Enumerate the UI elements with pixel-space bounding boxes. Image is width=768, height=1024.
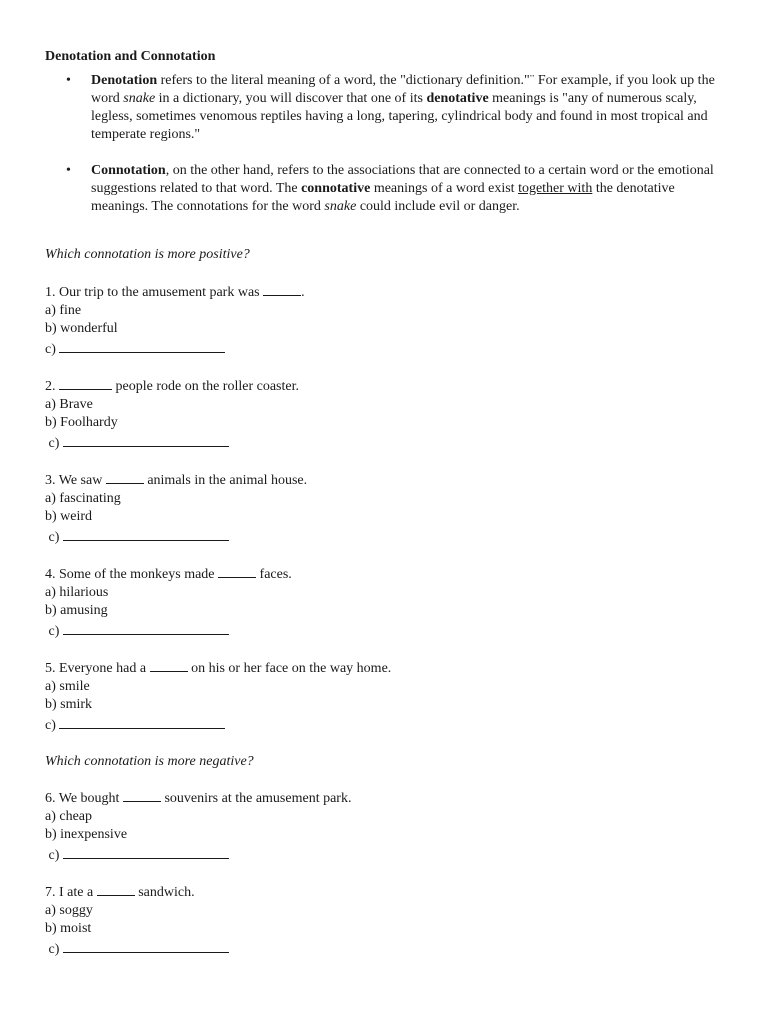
option-a: a) cheap [45,809,93,824]
option-c: c) [45,526,725,547]
write-in-line [63,432,229,447]
option-a: a) fine [45,303,82,318]
answer-blank [218,564,256,578]
option-b: b) weird [45,509,93,524]
write-in-line [63,844,229,859]
option-b: b) wonderful [45,321,118,336]
question-prompt: 4. Some of the monkeys made faces. [45,564,725,584]
question-prompt: 3. We saw animals in the animal house. [45,470,725,490]
definition-denotation: • Denotation refers to the literal meaning of a word, the "dictionary definition."¨ For example, if you look up the word snake in a dictionary, you will discover that one of its denotative meanings is "any of numerous scaly, legless, sometimes venomous reptiles having a long, tapering, cylindrical body and found in most tropical and temperate regions." [66,73,715,142]
worksheet-page [45,48,725,959]
question-3 [45,470,725,547]
question-7 [45,882,725,959]
option-a: a) hilarious [45,585,109,600]
option-c: c) [45,620,725,641]
answer-blank [263,282,301,296]
write-in-line [63,938,229,953]
write-in-line [63,526,229,541]
definition-connotation: • Connotation, on the other hand, refers to the associations that are connected to a certain word or the emotional suggestions related to that word. The connotative meanings of a word exist together with the denotative meanings. The connotations for the word snake could include evil or danger. [66,163,714,214]
question-2 [45,376,725,453]
option-b: b) moist [45,921,92,936]
option-a: a) smile [45,679,90,694]
answer-blank [97,882,135,896]
option-c: c) [45,938,725,959]
answer-blank [106,470,144,484]
answer-blank [150,658,188,672]
option-c: c) [45,844,725,865]
question-prompt: 5. Everyone had a on his or her face on the way home. [45,658,725,678]
question-1 [45,282,725,359]
bullet-icon: • [66,73,71,88]
option-b: b) smirk [45,697,93,712]
bullet-icon: • [66,163,71,178]
question-6 [45,788,725,865]
question-5 [45,658,725,735]
option-b: b) Foolhardy [45,415,118,430]
option-a: a) Brave [45,397,93,412]
definition-list [45,72,725,216]
option-a: a) fascinating [45,491,121,506]
page-title: Denotation and Connotation [45,49,216,64]
write-in-line [59,714,225,729]
question-4 [45,564,725,641]
write-in-line [59,338,225,353]
option-b: b) amusing [45,603,108,618]
section-heading-negative: Which connotation is more negative? [45,754,254,769]
question-prompt: 1. Our trip to the amusement park was . [45,282,725,302]
answer-blank [123,788,161,802]
option-c: c) [45,338,725,359]
option-c: c) [45,714,725,735]
answer-blank [59,376,112,390]
question-prompt: 6. We bought souvenirs at the amusement park. [45,788,725,808]
option-b: b) inexpensive [45,827,128,842]
question-prompt: 7. I ate a sandwich. [45,882,725,902]
option-c: c) [45,432,725,453]
question-prompt: 2. people rode on the roller coaster. [45,376,725,396]
write-in-line [63,620,229,635]
section-heading-positive: Which connotation is more positive? [45,247,250,262]
option-a: a) soggy [45,903,93,918]
